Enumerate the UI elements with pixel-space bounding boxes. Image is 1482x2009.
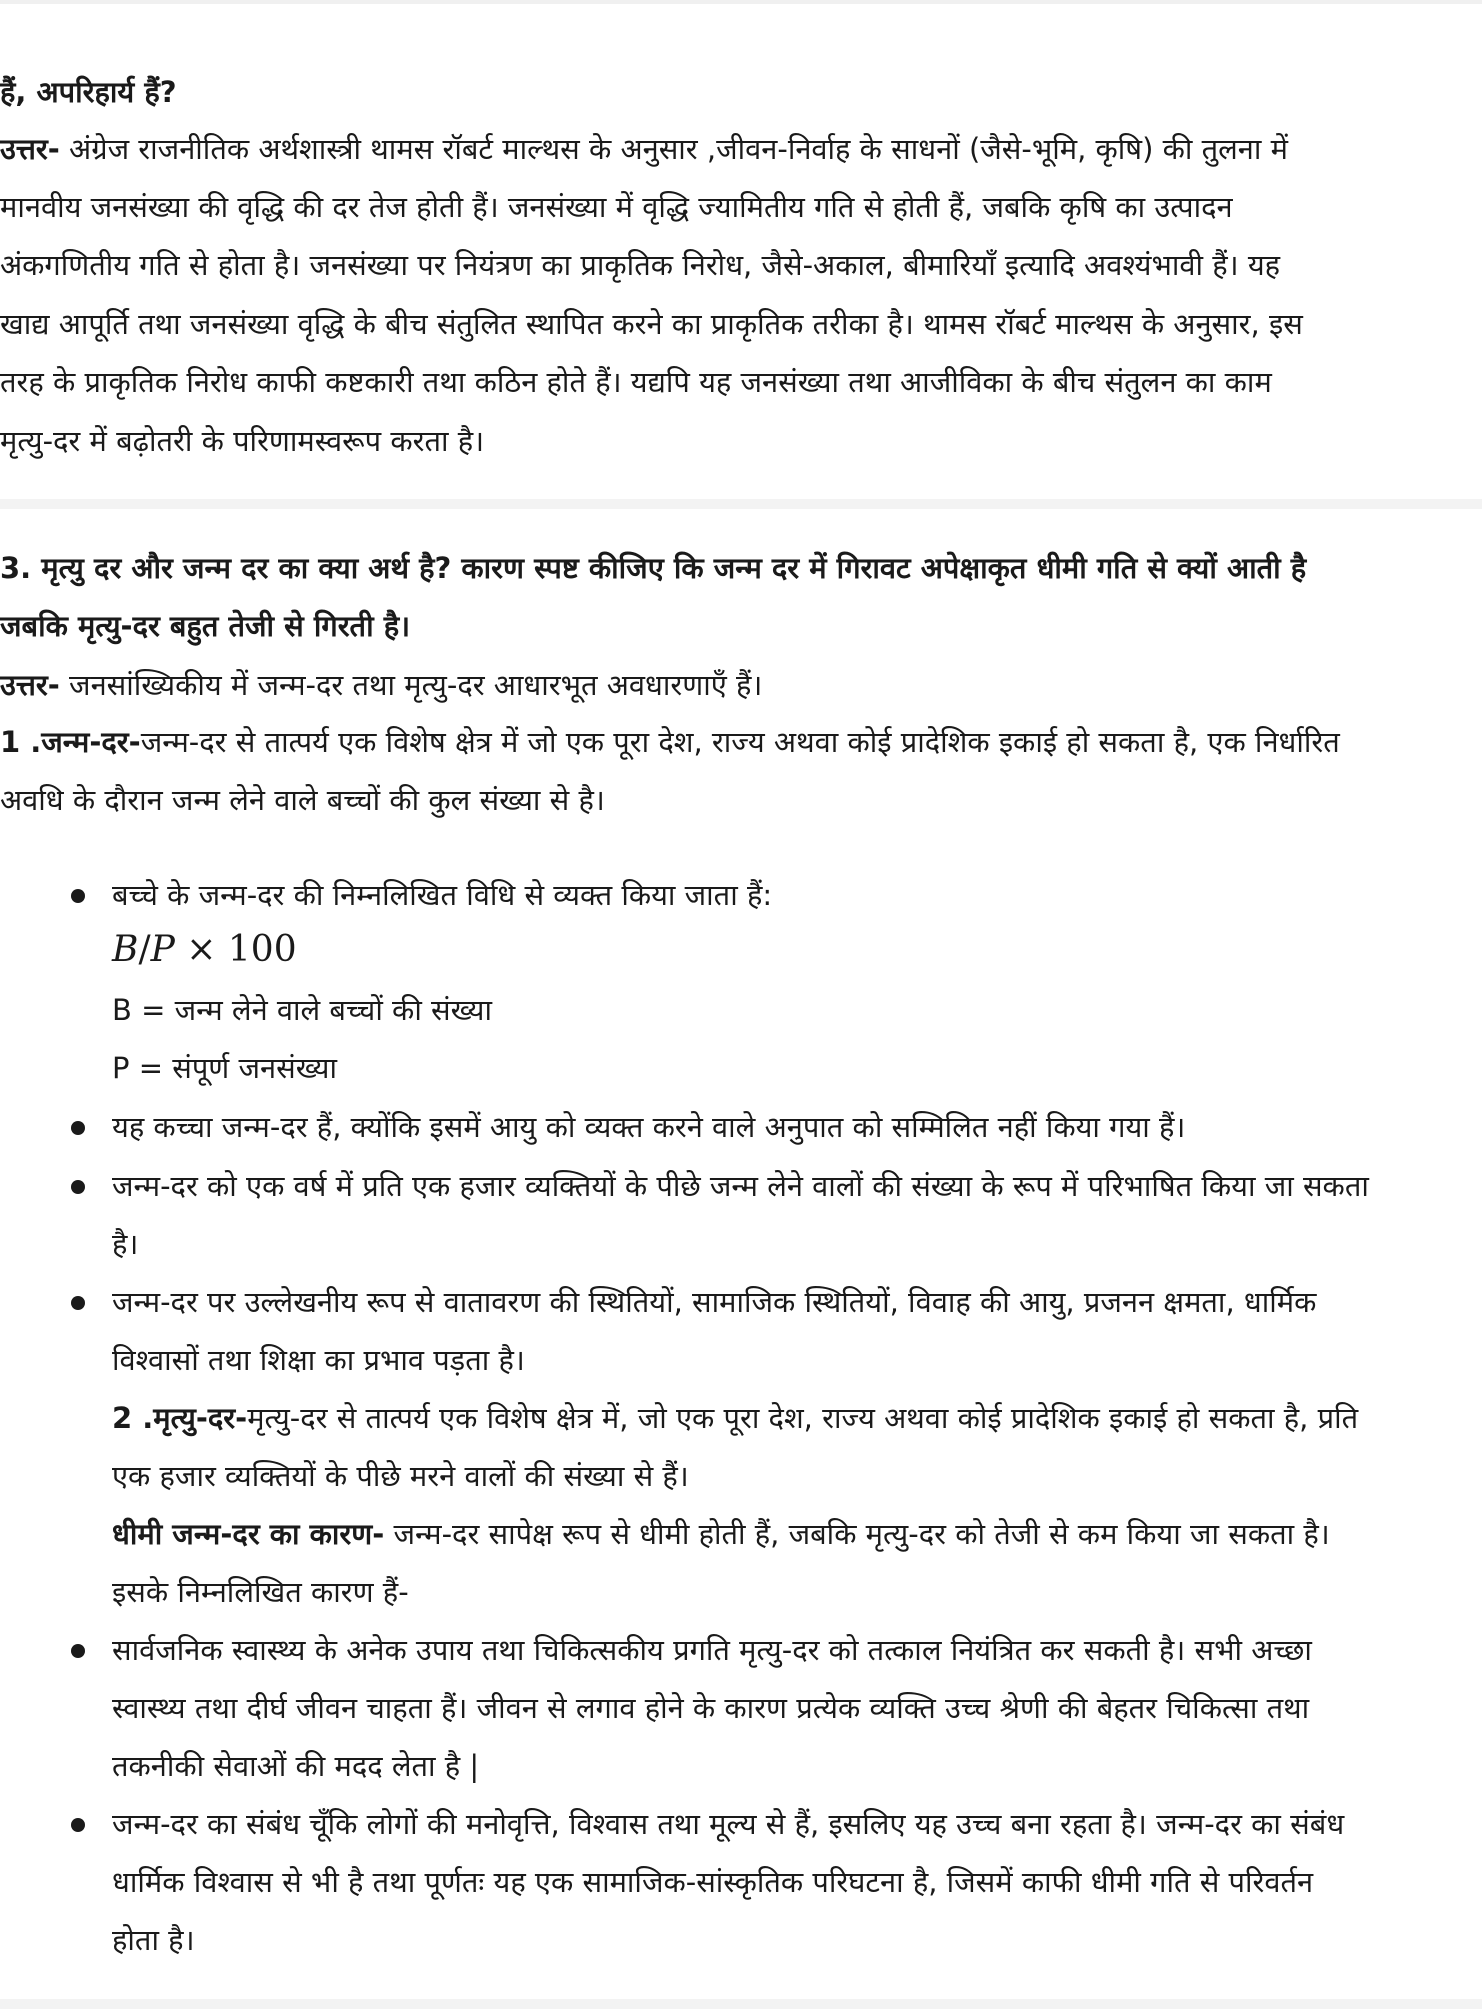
answer-paragraph-line: मानवीय जनसंख्या की वृद्धि की दर तेज होती हैं। जनसंख्या में वृद्धि ज्यामितीय गति से होती हैं, जबकि कृषि का उत्पादन <box>0 190 1233 224</box>
bullet-dot <box>71 1644 85 1658</box>
answer-paragraph-line: मृत्यु-दर में बढ़ोतरी के परिणामस्वरूप करता है। <box>0 424 485 458</box>
question-line: 3. मृत्यु दर और जन्म दर का क्या अर्थ है? कारण स्पष्ट कीजिए कि जन्म दर में गिरावट अपेक्षाकृत धीमी गति से क्यों आती है <box>0 551 1307 585</box>
bullet-dot <box>71 1180 85 1194</box>
answer-paragraph-line: खाद्य आपूर्ति तथा जनसंख्या वृद्धि के बीच संतुलित स्थापित करने का प्राकृतिक तरीका है। थामस रॉबर्ट माल्थस के अनुसार, इस <box>0 307 1303 341</box>
bullet-dot <box>71 889 85 903</box>
bullet-dot <box>71 1296 85 1310</box>
answer-paragraph-line <box>0 129 1482 169</box>
reason-text: जन्म-दर सापेक्ष रूप से धीमी होती हैं, जबकि मृत्यु-दर को तेजी से कम किया जा सकता है। <box>384 1517 1330 1551</box>
point-text: मृत्यु-दर से तात्पर्य एक विशेष क्षेत्र में, जो एक पूरा देश, राज्य अथवा कोई प्रादेशिक इकाई हो सकता है, प्रति <box>247 1401 1359 1435</box>
bullet-dot <box>71 1121 85 1135</box>
bullet-text: जन्म-दर का संबंध चूँकि लोगों की मनोवृत्ति, विश्वास तथा मूल्य से हैं, इसलिए यह उच्च बना रहता है। जन्म-दर का संबंध <box>112 1807 1345 1841</box>
bullet-text-cont: तकनीकी सेवाओं की मदद लेता है | <box>112 1749 480 1783</box>
formula-rest: × 100 <box>174 929 297 970</box>
answer-text: जनसांख्यिकीय में जन्म-दर तथा मृत्यु-दर आधारभूत अवधारणाएँ हैं। <box>59 668 763 702</box>
answer-label: उत्तर- <box>0 668 60 702</box>
bullet-text-cont: विश्वासों तथा शिक्षा का प्रभाव पड़ता है। <box>112 1343 525 1377</box>
question-line: जबकि मृत्यु-दर बहुत तेजी से गिरती है। <box>0 609 411 643</box>
formula-p: P <box>150 929 175 970</box>
point-birth-rate-cont: अवधि के दौरान जन्म लेने वाले बच्चों की कुल संख्या से है। <box>0 783 605 817</box>
answer-paragraph-line: तरह के प्राकृतिक निरोध काफी कष्टकारी तथा कठिन होते हैं। यद्यपि यह जनसंख्या तथा आजीविका के बीच संतुलन का काम <box>0 365 1272 399</box>
point-death-rate <box>112 1398 1472 1438</box>
bullet-text: यह कच्चा जन्म-दर हैं, क्योंकि इसमें आयु को व्यक्त करने वाले अनुपात को सम्मिलित नहीं किया गया हैं। <box>112 1110 1186 1144</box>
bullet-dot <box>71 1818 85 1832</box>
answer-intro <box>0 665 1482 705</box>
point-text: जन्म-दर से तात्पर्य एक विशेष क्षेत्र में जो एक पूरा देश, राज्य अथवा कोई प्रादेशिक इकाई हो सकता है, एक निर्धारित <box>140 725 1340 759</box>
bullet-text: सार्वजनिक स्वास्थ्य के अनेक उपाय तथा चिकित्सकीय प्रगति मृत्यु-दर को तत्काल नियंत्रित कर सकती है। सभी अच्छा <box>112 1633 1312 1667</box>
bullet-text: जन्म-दर पर उल्लेखनीय रूप से वातावरण की स्थितियों, सामाजिक स्थितियों, विवाह की आयु, प्रजनन क्षमता, धार्मिक <box>112 1285 1317 1319</box>
reason-intro: इसके निम्नलिखित कारण हैं- <box>112 1575 409 1609</box>
bullet-text-cont: होता है। <box>112 1923 195 1957</box>
point-label: 1 .जन्म-दर- <box>0 725 141 759</box>
section-divider <box>0 499 1482 509</box>
bullet-text: बच्चे के जन्म-दर की निम्नलिखित विधि से व्यक्त किया जाता हैं: <box>112 878 773 912</box>
bullet-text-cont: स्वास्थ्य तथा दीर्घ जीवन चाहता हैं। जीवन से लगाव होने के कारण प्रत्येक व्यक्ति उच्च श्रेणी की बेहतर चिकित्सा तथा <box>112 1691 1310 1725</box>
point-death-rate-cont: एक हजार व्यक्तियों के पीछे मरने वालों की संख्या से हैं। <box>112 1459 689 1493</box>
point-label: 2 .मृत्यु-दर- <box>112 1401 248 1435</box>
bottom-divider <box>0 1999 1482 2009</box>
answer-text: अंग्रेज राजनीतिक अर्थशास्त्री थामस रॉबर्ट माल्थस के अनुसार ,जीवन-निर्वाह के साधनों (जैसे-भूमि, कृषि) की तुलना में <box>59 132 1288 166</box>
reason-label: धीमी जन्म-दर का कारण- <box>112 1517 385 1551</box>
formula-slash: / <box>138 929 151 970</box>
question-heading-tail: हैं, अपरिहार्य हैं? <box>0 75 177 109</box>
birth-rate-formula <box>112 926 297 974</box>
bullet-text-cont: धार्मिक विश्वास से भी है तथा पूर्णतः यह एक सामाजिक-सांस्कृतिक परिघटना है, जिसमें काफी धीमी गति से परिवर्तन <box>112 1865 1314 1899</box>
answer-label: उत्तर- <box>0 132 60 166</box>
formula-definition-p: P = संपूर्ण जनसंख्या <box>112 1051 337 1085</box>
bullet-text-cont: है। <box>112 1227 139 1261</box>
reason-heading <box>112 1514 1472 1554</box>
bullet-text: जन्म-दर को एक वर्ष में प्रति एक हजार व्यक्तियों के पीछे जन्म लेने वालों की संख्या के रूप में परिभाषित किया जा सकता <box>112 1169 1369 1203</box>
formula-b: B <box>112 929 139 970</box>
point-birth-rate <box>0 722 1482 762</box>
answer-paragraph-line: अंकगणितीय गति से होता है। जनसंख्या पर नियंत्रण का प्राकृतिक निरोध, जैसे-अकाल, बीमारियाँ इत्यादि अवश्यंभावी हैं। यह <box>0 248 1281 282</box>
formula-definition-b: B = जन्म लेने वाले बच्चों की संख्या <box>112 993 492 1027</box>
